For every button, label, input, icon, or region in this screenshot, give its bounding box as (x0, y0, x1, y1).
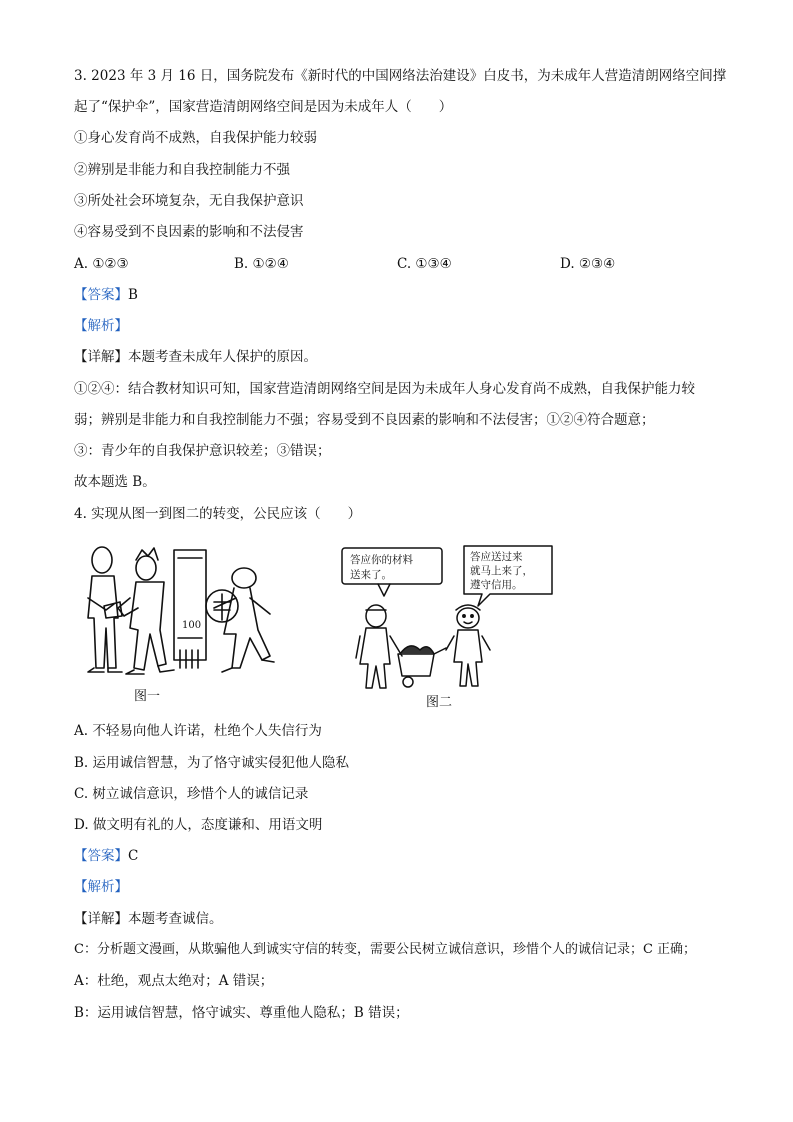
q3-answer-line (74, 286, 138, 304)
figure2-caption: 图二 (426, 695, 453, 710)
q3-item-1: ①身心发育尚不成熟，自我保护能力较弱 (74, 130, 317, 146)
q3-option-b: B. ①②④ (234, 256, 289, 272)
q4-option-c: C. 树立诚信意识，珍惜个人的诚信记录 (74, 786, 309, 802)
q3-detail-tag: 【详解】 (74, 349, 128, 365)
q4-answer: C (128, 848, 139, 864)
figure2-cartoon (338, 540, 588, 710)
q3-detail-2: ③：青少年的自我保护意识较差；③错误； (74, 443, 331, 459)
q4-answer-tag: 【答案】 (74, 848, 128, 864)
q3-answer-tag: 【答案】 (74, 287, 128, 303)
q3-conclusion: 故本题选 B。 (74, 474, 156, 490)
q3-analysis-tag: 【解析】 (74, 318, 128, 334)
q3-item-4: ④容易受到不良因素的影响和不法侵害 (74, 224, 304, 240)
q4-detail-a: A：杜绝，观点太绝对；A 错误； (74, 973, 274, 989)
q3-detail-intro-line (74, 348, 317, 366)
q3-item-2: ②辨别是非能力和自我控制能力不强 (74, 162, 290, 178)
q4-option-b: B. 运用诚信智慧，为了恪守诚实侵犯他人隐私 (74, 755, 350, 771)
q3-stem-line2: 起了“保护伞”，国家营造清朗网络空间是因为未成年人（ ） (74, 99, 453, 115)
q3-item-3: ③所处社会环境复杂，无自我保护意识 (74, 193, 304, 209)
svg-text:100: 100 (182, 620, 202, 631)
q3-option-a: A. ①②③ (74, 256, 129, 272)
figure1-caption: 图一 (134, 689, 161, 704)
bubble-right-line3: 遵守信用。 (470, 579, 523, 591)
figure1-cartoon (74, 538, 284, 708)
bubble-right-line2: 就马上来了， (470, 565, 533, 577)
q4-stem: 4. 实现从图一到图二的转变，公民应该（ ） (74, 506, 362, 522)
q4-analysis-tag: 【解析】 (74, 879, 128, 895)
q3-option-c: C. ①③④ (397, 256, 452, 272)
q3-answer: B (128, 287, 138, 303)
q3-option-d: D. ②③④ (560, 256, 616, 272)
q4-answer-line (74, 847, 138, 865)
bubble-left-line1: 答应你的材料 (350, 554, 413, 566)
q3-detail-intro: 本题考查未成年人保护的原因。 (128, 349, 317, 365)
q3-detail-1b: 弱；辨别是非能力和自我控制能力不强；容易受到不良因素的影响和不法侵害；①②④符合题意； (74, 412, 655, 428)
bubble-right-line1: 答应送过来 (470, 551, 523, 563)
bubble-left-line2: 送来了。 (350, 569, 392, 581)
q4-option-a: A. 不轻易向他人许诺，杜绝个人失信行为 (74, 723, 322, 739)
q4-detail-intro: 本题考查诚信。 (128, 911, 223, 927)
q4-detail-tag: 【详解】 (74, 911, 128, 927)
q4-detail-intro-line (74, 910, 223, 928)
q3-stem-line1: 3. 2023 年 3 月 16 日，国务院发布《新时代的中国网络法治建设》白皮书，为未成年人营造清朗网络空间撑 (74, 68, 727, 84)
q4-detail-b: B：运用诚信智慧，恪守诚实、尊重他人隐私；B 错误； (74, 1005, 409, 1021)
q4-option-d: D. 做文明有礼的人，态度谦和、用语文明 (74, 817, 323, 833)
q3-detail-1a: ①②④：结合教材知识可知，国家营造清朗网络空间是因为未成年人身心发育尚不成熟，自我保护能力较 (74, 381, 695, 397)
q4-detail-c: C：分析题文漫画，从欺骗他人到诚实守信的转变，需要公民树立诚信意识，珍惜个人的诚信记录；C 正确； (74, 942, 697, 957)
